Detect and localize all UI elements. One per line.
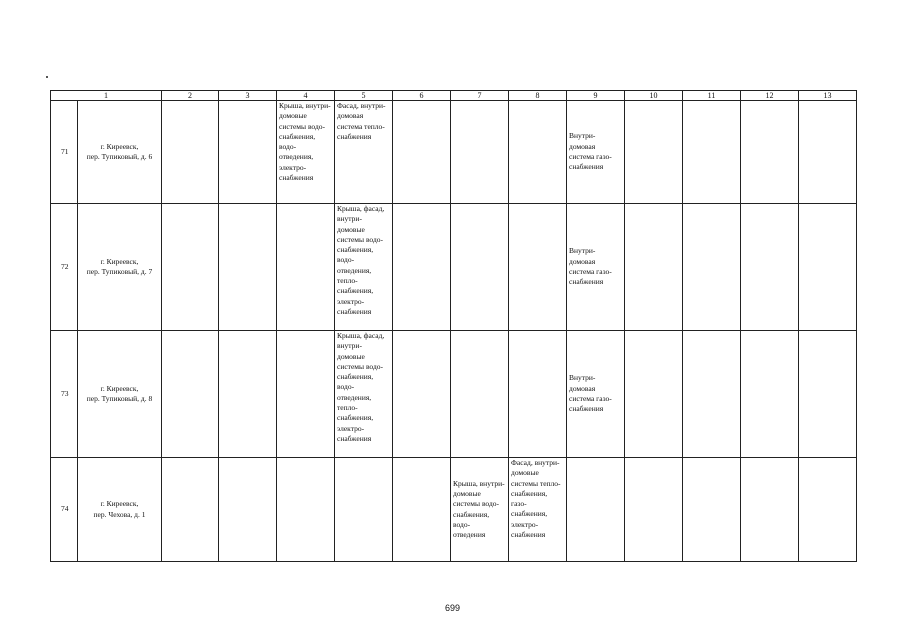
page-number: 699 — [444, 603, 461, 613]
table-row — [51, 458, 857, 562]
cell-col-5: Фасад, внутри- домовая система тепло- снабжения — [335, 101, 393, 204]
cell-col-13 — [799, 458, 857, 562]
cell-col-6 — [393, 331, 451, 458]
cell-col-7 — [451, 331, 509, 458]
cell-col-12 — [741, 101, 799, 204]
cell-col-2 — [162, 331, 219, 458]
row-number: 73 — [51, 331, 78, 458]
cell-col-4 — [277, 331, 335, 458]
column-header-8: 8 — [509, 91, 567, 101]
cell-col-2 — [162, 204, 219, 331]
cell-col-11 — [683, 204, 741, 331]
address-street: пер. Тупиковый, д. 7 — [86, 267, 153, 276]
cell-col-5: Крыша, фасад, внутри- домовые системы водо- снабжения, водо- отведения, тепло- снабжения, электро- снабжения — [335, 204, 393, 331]
table-row — [51, 101, 857, 204]
address-city: г. Киреевск, — [100, 499, 139, 509]
cell-col-11 — [683, 458, 741, 562]
column-header-10: 10 — [625, 91, 683, 101]
address-cell — [78, 331, 162, 458]
cell-col-9 — [567, 458, 625, 562]
cell-col-10 — [625, 204, 683, 331]
cell-col-2 — [162, 101, 219, 204]
cell-col-6 — [393, 101, 451, 204]
header-row — [51, 91, 857, 101]
repair-schedule-table — [50, 90, 857, 562]
address-street: пер. Тупиковый, д. 8 — [86, 394, 153, 403]
row-number: 74 — [51, 458, 78, 562]
address-street: пер. Чехова, д. 1 — [93, 509, 146, 519]
column-header-7: 7 — [451, 91, 509, 101]
cell-col-4: Крыша, внутри- домовые системы водо- снабжения, водо- отведения, электро- снабжения — [277, 101, 335, 204]
column-header-4: 4 — [277, 91, 335, 101]
column-header-5: 5 — [335, 91, 393, 101]
stray-dot — [46, 76, 48, 78]
table-row — [51, 331, 857, 458]
cell-col-8: Фасад, внутри- домовые системы тепло- снабжения, газо- снабжения, электро- снабжения — [509, 458, 567, 562]
column-header-2: 2 — [162, 91, 219, 101]
cell-col-13 — [799, 331, 857, 458]
cell-col-5 — [335, 458, 393, 562]
row-number: 71 — [51, 101, 78, 204]
cell-col-8 — [509, 331, 567, 458]
column-header-13: 13 — [799, 91, 857, 101]
column-header-3: 3 — [219, 91, 277, 101]
row-number: 72 — [51, 204, 78, 331]
cell-col-4 — [277, 458, 335, 562]
cell-col-6 — [393, 204, 451, 331]
address-cell — [78, 204, 162, 331]
address-city: г. Киреевск, — [100, 383, 139, 393]
column-header-9: 9 — [567, 91, 625, 101]
cell-col-4 — [277, 204, 335, 331]
address-city: г. Киреевск, — [100, 256, 139, 266]
column-header-11: 11 — [683, 91, 741, 101]
cell-col-7: Крыша, внутри- домовые системы водо- снабжения, водо- отведения — [451, 458, 509, 562]
column-header-6: 6 — [393, 91, 451, 101]
cell-col-10 — [625, 331, 683, 458]
cell-col-3 — [219, 331, 277, 458]
cell-col-6 — [393, 458, 451, 562]
cell-col-3 — [219, 458, 277, 562]
cell-col-11 — [683, 101, 741, 204]
address-street: пер. Тупиковый, д. 6 — [86, 152, 153, 161]
cell-col-10 — [625, 458, 683, 562]
cell-col-12 — [741, 204, 799, 331]
column-header-12: 12 — [741, 91, 799, 101]
cell-col-9: Внутри- домовая система газо- снабжения — [567, 204, 625, 331]
cell-col-3 — [219, 204, 277, 331]
cell-col-7 — [451, 204, 509, 331]
cell-col-12 — [741, 458, 799, 562]
cell-col-9: Внутри- домовая система газо- снабжения — [567, 101, 625, 204]
cell-col-8 — [509, 101, 567, 204]
cell-col-3 — [219, 101, 277, 204]
column-header-1: 1 — [51, 91, 162, 101]
cell-col-10 — [625, 101, 683, 204]
cell-col-8 — [509, 204, 567, 331]
cell-col-2 — [162, 458, 219, 562]
cell-col-12 — [741, 331, 799, 458]
table-row — [51, 204, 857, 331]
address-cell — [78, 458, 162, 562]
address-city: г. Киреевск, — [100, 141, 139, 151]
cell-col-9: Внутри- домовая система газо- снабжения — [567, 331, 625, 458]
cell-col-5: Крыша, фасад, внутри- домовые системы водо- снабжения, водо- отведения, тепло- снабжения, электро- снабжения — [335, 331, 393, 458]
cell-col-13 — [799, 101, 857, 204]
cell-col-7 — [451, 101, 509, 204]
cell-col-11 — [683, 331, 741, 458]
address-cell — [78, 101, 162, 204]
cell-col-13 — [799, 204, 857, 331]
